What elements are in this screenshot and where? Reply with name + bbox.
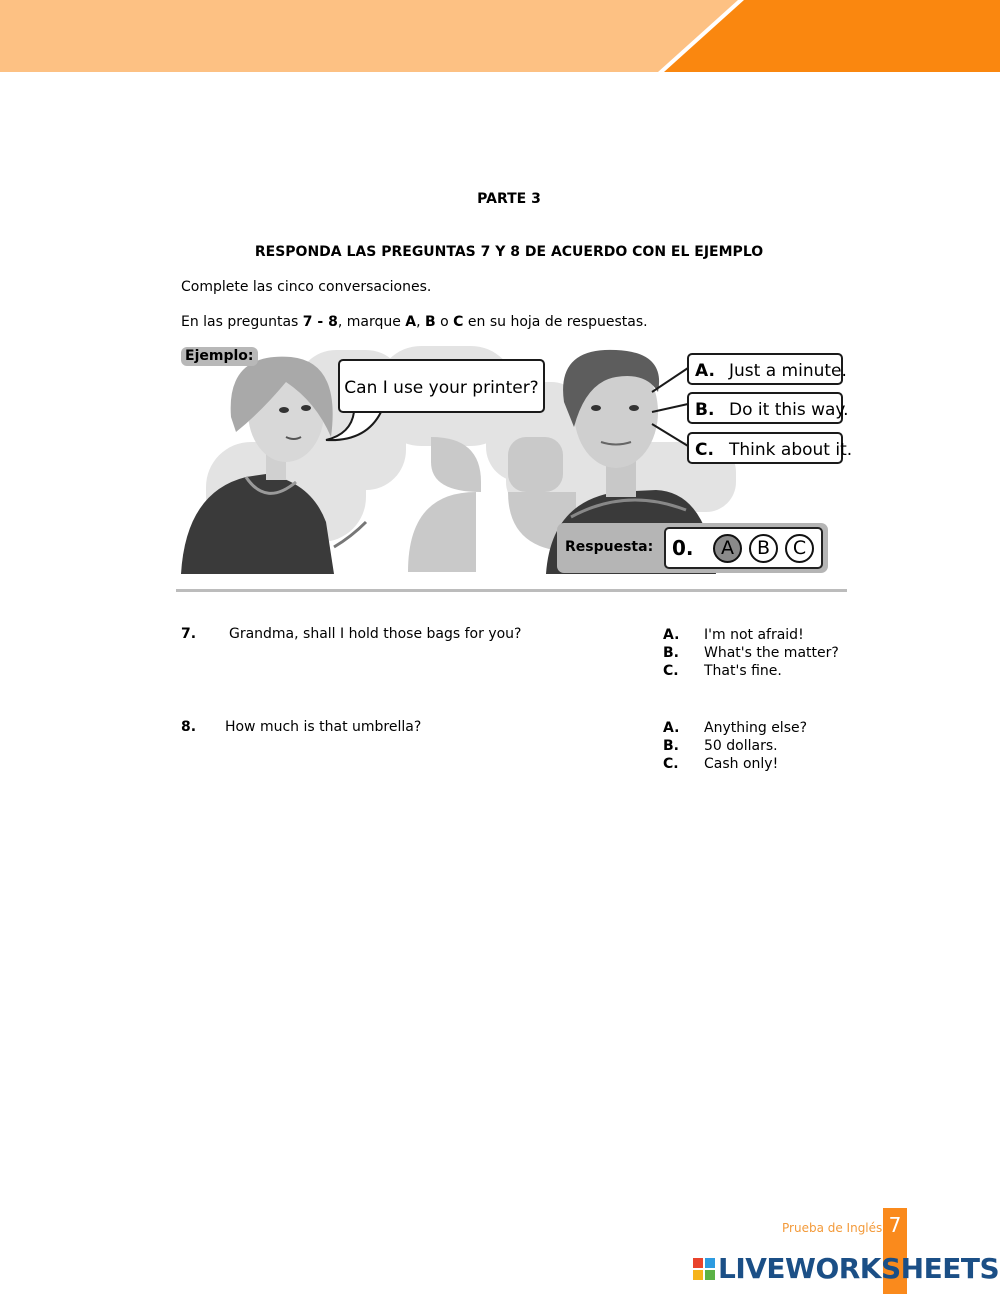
example-label: Ejemplo: [181,347,258,366]
question-number: 7. [181,626,197,642]
example-option-b: B. Do it this way. [687,392,843,424]
divider [176,589,847,592]
question-text: How much is that umbrella? [224,719,422,735]
example-option-a: A. Just a minute. [687,353,843,385]
example-option-c: C. Think about it. [687,432,843,464]
liveworksheets-logo-text[interactable]: LIVEWORKSHEETS [718,1252,1000,1285]
answer-circle-a-selected: A [713,534,742,563]
footer-label: Prueba de Inglés [782,1221,883,1235]
question-7-options [663,626,839,680]
question-number: 8. [181,719,197,735]
example-answer-number: 0. [672,536,694,560]
instructions-text: En las preguntas 7 - 8, marque A, B o C en su hoja de respuestas. [181,314,648,330]
option-a[interactable]: A. Anything else? [663,720,808,736]
answer-circle-c: C [785,534,814,563]
option-b[interactable]: B. What's the matter? [663,645,839,661]
question-8 [181,719,421,735]
example-answer-label: Respuesta: [565,539,654,555]
intro-text: Complete las cinco conversaciones. [181,279,432,295]
question-7 [181,626,522,642]
liveworksheets-logo-icon [693,1252,717,1286]
page-number: 7 [888,1213,902,1237]
question-text: Grandma, shall I hold those bags for you? [228,626,522,642]
instruction-heading: RESPONDA LAS PREGUNTAS 7 Y 8 DE ACUERDO CON EL EJEMPLO [254,244,764,260]
section-heading: PARTE 3 [477,191,541,207]
option-c[interactable]: C. Cash only! [663,756,779,772]
answer-circle-b: B [749,534,778,563]
option-a[interactable]: A. I'm not afraid! [663,627,804,643]
option-c[interactable]: C. That's fine. [663,663,782,679]
header-band [0,0,1000,72]
question-8-options [663,719,807,773]
example-question-bubble: Can I use your printer? [338,359,545,413]
option-b[interactable]: B. 50 dollars. [663,738,778,754]
